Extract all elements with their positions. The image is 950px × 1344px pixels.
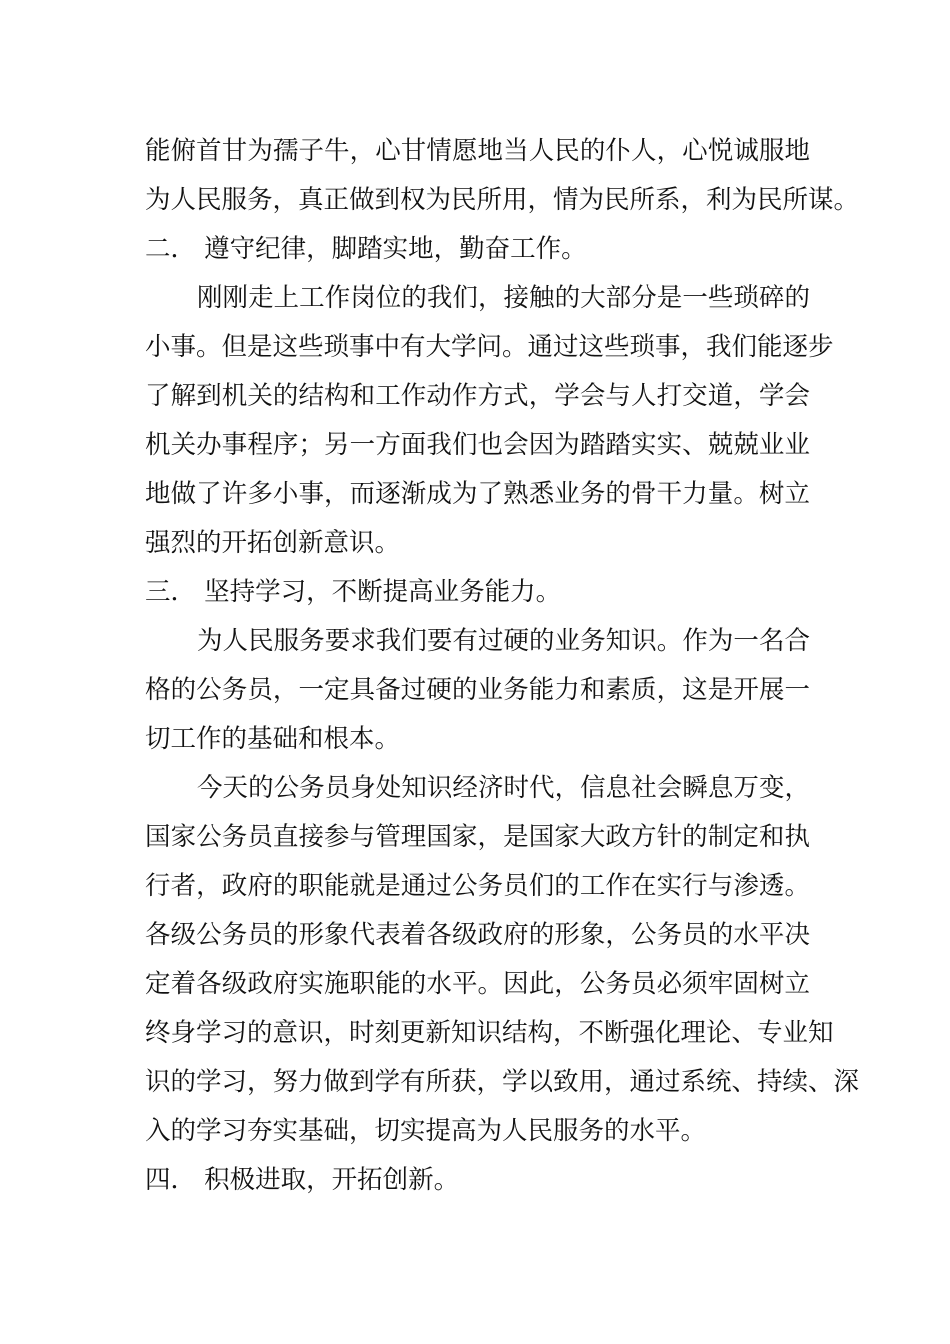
text-line: 今天的公务员身处知识经济时代，信息社会瞬息万变，: [197, 773, 810, 803]
text-line: 定着各级政府实施职能的水平。因此，公务员必须牢固树立: [145, 969, 810, 999]
text-line: 切工作的基础和根本。: [145, 724, 401, 754]
text-line: 格的公务员，一定具备过硬的业务能力和素质，这是开展一: [145, 675, 810, 705]
text-line: 地做了许多小事，而逐渐成为了熟悉业务的骨干力量。树立: [145, 479, 810, 509]
text-line: 行者，政府的职能就是通过公务员们的工作在实行与渗透。: [145, 871, 810, 901]
text-line: 为人民服务，真正做到权为民所用，情为民所系，利为民所谋。: [145, 185, 860, 215]
text-line: 入的学习夯实基础，切实提高为人民服务的水平。: [145, 1116, 707, 1146]
section-heading-2: 二． 遵守纪律，脚踏实地，勤奋工作。: [145, 234, 587, 264]
text-line: 能俯首甘为孺子牛，心甘情愿地当人民的仆人，心悦诚服地: [145, 136, 810, 166]
document-body: [145, 127, 860, 1205]
section-heading-3: 三． 坚持学习，不断提高业务能力。: [145, 577, 562, 607]
text-line: 为人民服务要求我们要有过硬的业务知识。作为一名合: [197, 626, 810, 656]
section-heading-4: 四． 积极进取，开拓创新。: [145, 1165, 460, 1195]
text-line: 终身学习的意识，时刻更新知识结构，不断强化理论、专业知: [145, 1018, 834, 1048]
text-line: 小事。但是这些琐事中有大学问。通过这些琐事，我们能逐步: [145, 332, 834, 362]
text-line: 强烈的开拓创新意识。: [145, 528, 401, 558]
text-line: 了解到机关的结构和工作动作方式，学会与人打交道，学会: [145, 381, 810, 411]
text-line: 机关办事程序；另一方面我们也会因为踏踏实实、兢兢业业: [145, 430, 810, 460]
text-line: 识的学习，努力做到学有所获，学以致用，通过系统、持续、深: [145, 1067, 860, 1097]
text-line: 国家公务员直接参与管理国家，是国家大政方针的制定和执: [145, 822, 810, 852]
text-line: 刚刚走上工作岗位的我们，接触的大部分是一些琐碎的: [197, 283, 810, 313]
text-line: 各级公务员的形象代表着各级政府的形象，公务员的水平决: [145, 920, 810, 950]
